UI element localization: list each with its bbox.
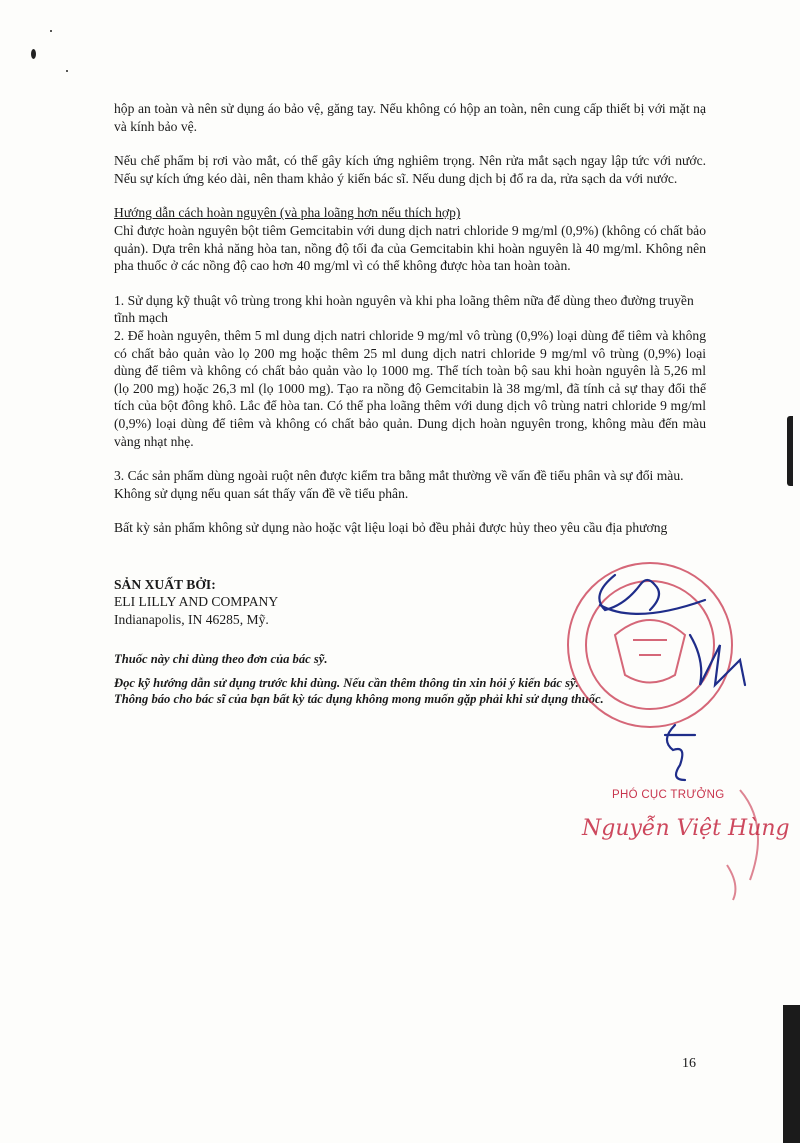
step-3: 3. Các sản phẩm dùng ngoài ruột nên được kiểm tra bằng mắt thường về vấn đề tiểu phân và sự đổi màu. Không sử dụng nếu quan sát thấy vấn đề về tiểu phân. [114,468,684,501]
scan-edge-mark [787,416,793,486]
paragraph-reconstitution: Chỉ được hoàn nguyên bột tiêm Gemcitabin với dung dịch natri chloride 9 mg/ml (0,9%) (không có chất bảo quản). Dựa trên khả năng hòa tan, nồng độ tối đa của Gemcitabin khi hoàn nguyên là 40 mg/ml. Không nên pha thuốc ở các nồng độ cao hơn 40 mg/ml vì có thể không được hòa tan hoàn toàn. [114,222,706,274]
notice-prescription: Thuốc này chỉ dùng theo đơn của bác sỹ. [114,651,328,666]
paragraph-disposal: Bất kỳ sản phẩm không sử dụng nào hoặc vật liệu loại bỏ đều phải được hủy theo yêu cầu địa phương [114,520,668,536]
signatory-name: Nguyễn Việt Hùng [582,816,790,841]
paragraph-protection: hộp an toàn và nên sử dụng áo bảo vệ, găng tay. Nếu không có hộp an toàn, nên cung cấp thiết bị với mặt nạ và kính bảo vệ. [114,101,706,134]
section-heading-reconstitution: Hướng dẫn cách hoàn nguyên (và pha loãng hơn nếu thích hợp) [114,205,461,221]
notice-read-instructions: Đọc kỹ hướng dẫn sử dụng trước khi dùng. Nếu cần thêm thông tin xin hỏi ý kiến bác sỹ. [114,675,579,690]
signatory-name-text [578,802,790,852]
signatory-title: PHÓ CỤC TRƯỞNG [612,789,725,801]
scan-edge-mark [783,1005,800,1143]
scan-speck [50,30,52,32]
page-number: 16 [682,1056,696,1071]
notice-side-effects: Thông báo cho bác sĩ của bạn bất kỳ tác dụng không mong muốn gặp phải khi sử dụng thuốc. [114,691,604,706]
manufacturer-address: Indianapolis, IN 46285, Mỹ. [114,612,269,628]
manufacturer-name: ELI LILLY AND COMPANY [114,594,279,610]
document-body [114,100,706,707]
step-2: 2. Để hoàn nguyên, thêm 5 ml dung dịch natri chloride 9 mg/ml vô trùng (0,9%) loại dùng để tiêm và không có chất bảo quản vào lọ 200 mg hoặc thêm 25 ml dung dịch natri chloride 9 mg/ml vô trùng (0,9%) loại dùng để tiêm và không có chất bảo quản vào lọ 1000 mg. Thể tích toàn bộ sau khi hoàn nguyên là 5,26 ml (lọ 200 mg) hoặc 26,3 ml (lọ 1000 mg). Tạo ra nồng độ Gemcitabin là 38 mg/ml, đã tính cả sự thay đổi thể tích của bột đông khô. Lắc để hòa tan. Có thể pha loãng thêm với dung dịch vô trùng natri chloride 9 mg/ml (0,9%) loại dùng để tiêm và không có chất bảo quản. Dung dịch hoàn nguyên trong, không màu đến màu vàng nhạt nhẹ. [114,327,706,449]
scan-speck [31,49,36,59]
paragraph-eye-contact: Nếu chế phẩm bị rơi vào mắt, có thể gây kích ứng nghiêm trọng. Nên rửa mắt sạch ngay lập tức với nước. Nếu sự kích ứng kéo dài, nên tham khảo ý kiến bác sĩ. Nếu dung dịch bị đổ ra da, rửa sạch da với nước. [114,153,706,186]
step-1: 1. Sử dụng kỹ thuật vô trùng trong khi hoàn nguyên và khi pha loãng thêm nữa để dùng theo đường truyền tĩnh mạch [114,292,694,326]
scan-speck [66,70,68,72]
manufacturer-label: SẢN XUẤT BỞI: [114,576,216,592]
